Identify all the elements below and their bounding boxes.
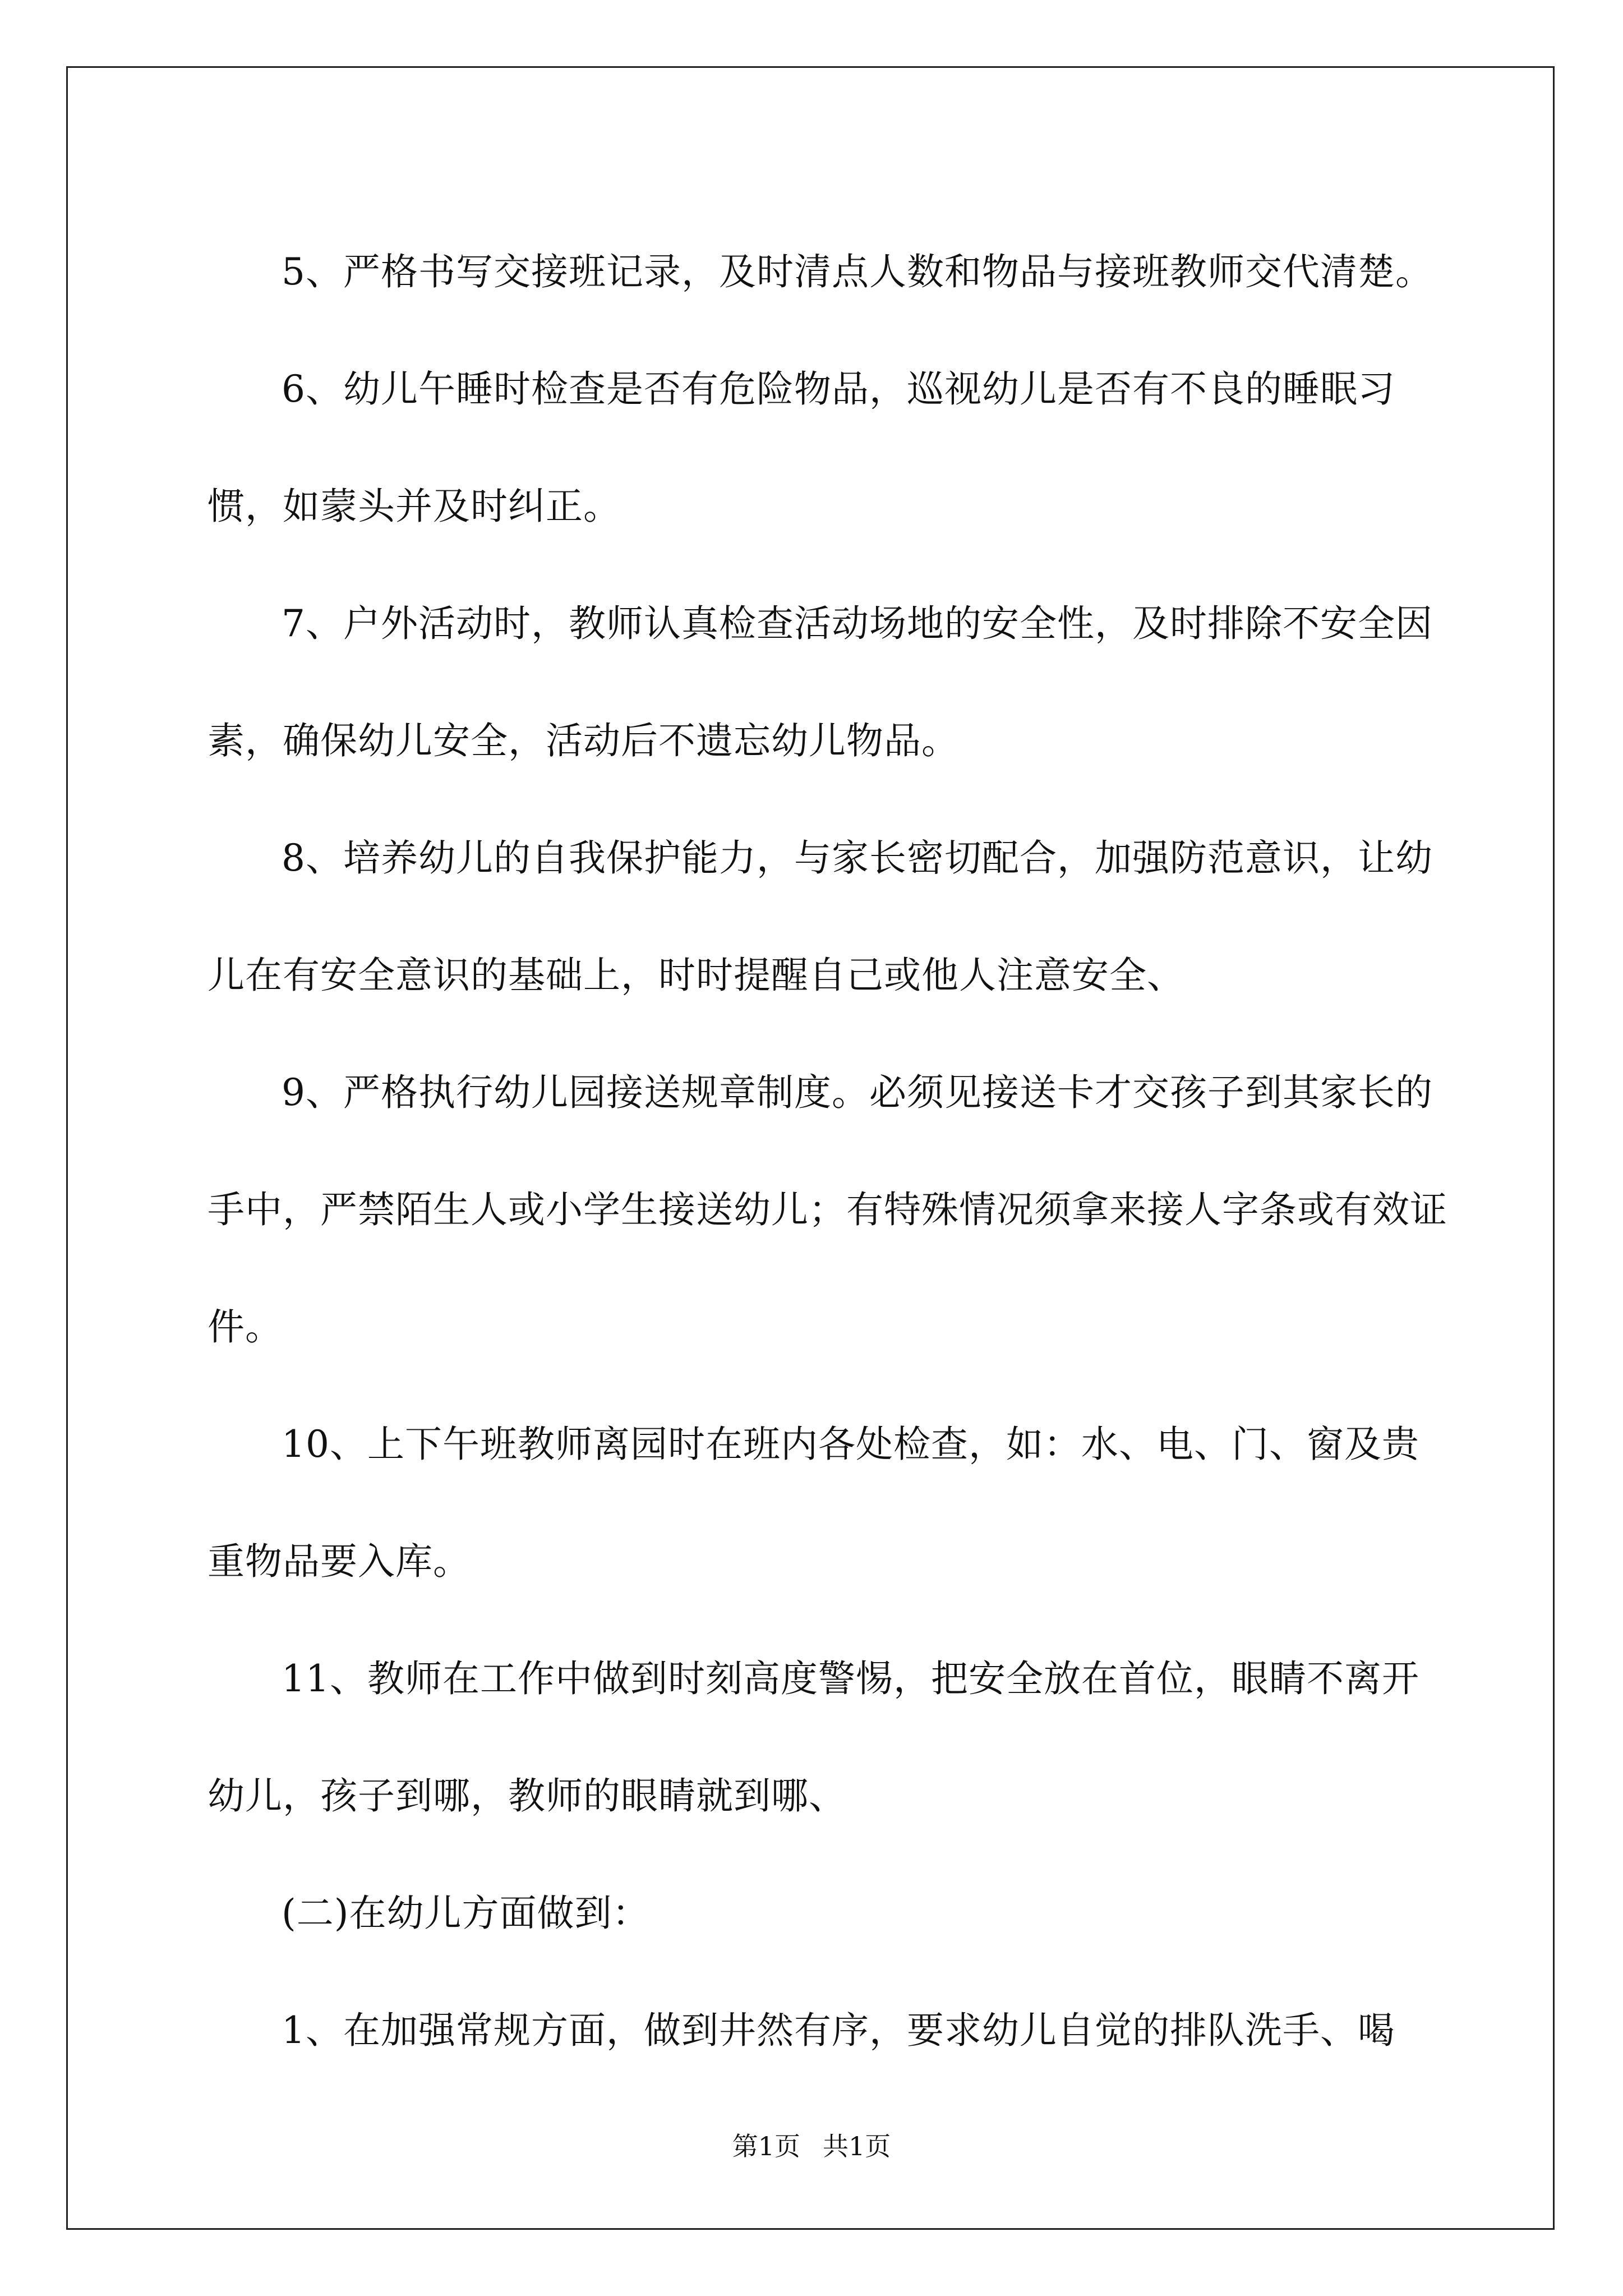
section-heading-children: (二)在幼儿方面做到： [282, 1892, 650, 1935]
page-total: 共1页 [823, 2131, 891, 2161]
page-number: 第1页 [732, 2131, 800, 2161]
paragraph-item-11: 11、教师在工作中做到时刻高度警惕，把安全放在首位，眼睛不离开幼儿，孩子到哪，教师的眼睛就到哪、 [208, 1657, 1419, 1818]
paragraph-item-10: 10、上下午班教师离园时在班内各处检查，如：水、电、门、窗及贵重物品要入库。 [208, 1423, 1419, 1583]
document-body [208, 213, 1453, 2089]
paragraph-item-1: 1、在加强常规方面，做到井然有序，要求幼儿自觉的排队洗手、喝 [282, 2009, 1395, 2052]
paragraph-item-6: 6、幼儿午睡时检查是否有危险物品，巡视幼儿是否有不良的睡眠习惯，如蒙头并及时纠正。 [208, 367, 1395, 528]
paragraph-item-5: 5、严格书写交接班记录，及时清点人数和物品与接班教师交代清楚。 [282, 250, 1433, 293]
paragraph-item-8: 8、培养幼儿的自我保护能力，与家长密切配合，加强防范意识，让幼儿在有安全意识的基础上，时时提醒自己或他人注意安全、 [208, 836, 1433, 997]
page-footer [0, 2126, 1623, 2163]
paragraph-item-7: 7、户外活动时，教师认真检查活动场地的安全性，及时排除不安全因素，确保幼儿安全，活动后不遗忘幼儿物品。 [208, 602, 1433, 762]
paragraph-item-9: 9、严格执行幼儿园接送规章制度。必须见接送卡才交孩子到其家长的手中，严禁陌生人或小学生接送幼儿；有特殊情况须拿来接人字条或有效证件。 [208, 1071, 1447, 1349]
